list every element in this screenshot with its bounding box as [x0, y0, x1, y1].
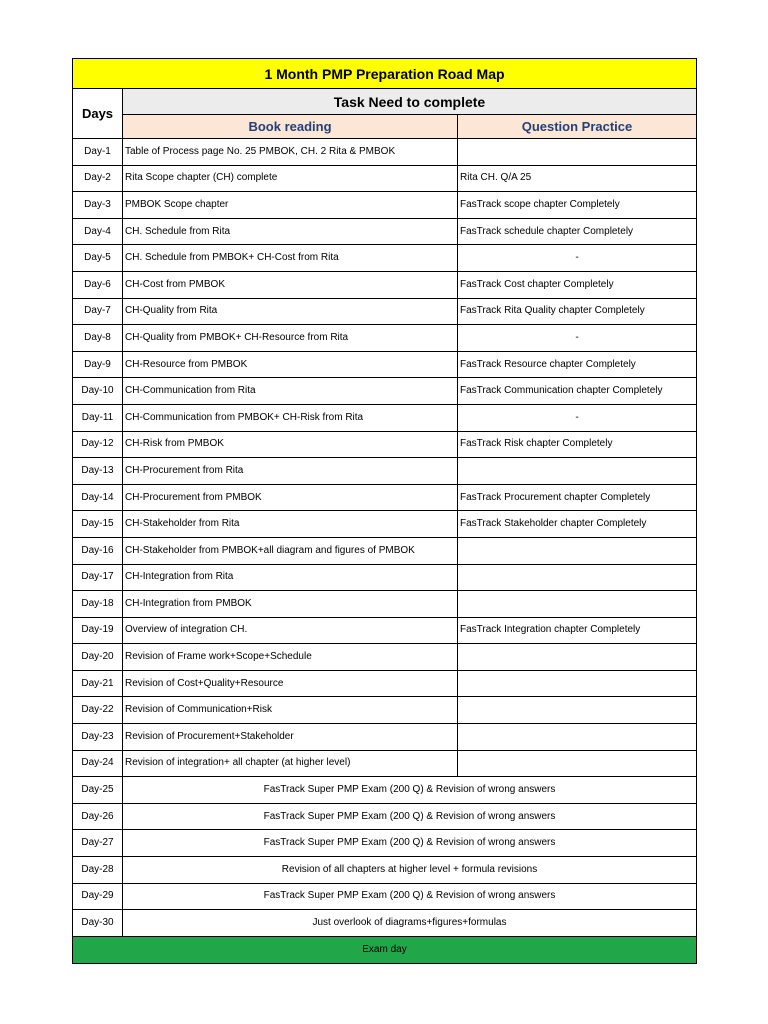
table-row	[73, 803, 697, 830]
day-cell: Day-8	[73, 325, 123, 352]
task-cell: FasTrack Super PMP Exam (200 Q) & Revision of wrong answers	[123, 883, 697, 910]
table-row	[73, 777, 697, 804]
table-row	[73, 139, 697, 166]
table-row	[73, 431, 697, 458]
table-row	[73, 218, 697, 245]
task-cell: FasTrack Super PMP Exam (200 Q) & Revision of wrong answers	[123, 803, 697, 830]
question-practice-cell	[458, 697, 697, 724]
book-reading-cell: CH-Communication from PMBOK+ CH-Risk from Rita	[123, 404, 458, 431]
book-reading-cell: CH-Stakeholder from Rita	[123, 511, 458, 538]
question-practice-cell: FasTrack Cost chapter Completely	[458, 271, 697, 298]
book-reading-cell: Rita Scope chapter (CH) complete	[123, 165, 458, 192]
question-practice-cell	[458, 644, 697, 671]
day-cell: Day-11	[73, 404, 123, 431]
day-cell: Day-7	[73, 298, 123, 325]
table-row	[73, 165, 697, 192]
page-title: 1 Month PMP Preparation Road Map	[73, 59, 697, 89]
book-reading-header: Book reading	[123, 115, 458, 139]
table-row	[73, 378, 697, 405]
question-practice-cell: -	[458, 245, 697, 272]
book-reading-cell: PMBOK Scope chapter	[123, 192, 458, 219]
table-row	[73, 298, 697, 325]
day-cell: Day-13	[73, 458, 123, 485]
book-reading-cell: Revision of Frame work+Scope+Schedule	[123, 644, 458, 671]
day-cell: Day-16	[73, 537, 123, 564]
question-practice-cell: FasTrack Risk chapter Completely	[458, 431, 697, 458]
book-reading-cell: CH-Communication from Rita	[123, 378, 458, 405]
task-cell: FasTrack Super PMP Exam (200 Q) & Revision of wrong answers	[123, 777, 697, 804]
question-practice-cell	[458, 670, 697, 697]
task-cell: FasTrack Super PMP Exam (200 Q) & Revision of wrong answers	[123, 830, 697, 857]
book-reading-cell: Revision of Cost+Quality+Resource	[123, 670, 458, 697]
title-row	[73, 59, 697, 89]
question-practice-cell: -	[458, 325, 697, 352]
day-cell: Day-25	[73, 777, 123, 804]
day-cell: Day-24	[73, 750, 123, 777]
day-cell: Day-4	[73, 218, 123, 245]
table-row	[73, 458, 697, 485]
day-cell: Day-22	[73, 697, 123, 724]
table-row	[73, 857, 697, 884]
day-cell: Day-21	[73, 670, 123, 697]
question-practice-cell: FasTrack Resource chapter Completely	[458, 351, 697, 378]
book-reading-cell: Revision of Communication+Risk	[123, 697, 458, 724]
question-practice-cell: FasTrack Procurement chapter Completely	[458, 484, 697, 511]
book-reading-cell: CH-Procurement from PMBOK	[123, 484, 458, 511]
day-cell: Day-19	[73, 617, 123, 644]
book-reading-cell: CH. Schedule from Rita	[123, 218, 458, 245]
book-reading-cell: CH-Integration from Rita	[123, 564, 458, 591]
question-practice-cell: FasTrack Rita Quality chapter Completely	[458, 298, 697, 325]
exam-day-row	[73, 936, 697, 963]
day-cell: Day-5	[73, 245, 123, 272]
day-cell: Day-20	[73, 644, 123, 671]
day-cell: Day-12	[73, 431, 123, 458]
question-practice-cell	[458, 750, 697, 777]
table-row	[73, 511, 697, 538]
day-cell: Day-14	[73, 484, 123, 511]
table-row	[73, 830, 697, 857]
question-practice-header: Question Practice	[458, 115, 697, 139]
day-cell: Day-15	[73, 511, 123, 538]
task-cell: Just overlook of diagrams+figures+formulas	[123, 910, 697, 937]
exam-day-cell: Exam day	[73, 936, 697, 963]
day-cell: Day-23	[73, 724, 123, 751]
book-reading-cell: Overview of integration CH.	[123, 617, 458, 644]
book-reading-cell: CH-Stakeholder from PMBOK+all diagram and figures of PMBOK	[123, 537, 458, 564]
table-row	[73, 910, 697, 937]
question-practice-cell	[458, 139, 697, 166]
table-row	[73, 883, 697, 910]
day-cell: Day-28	[73, 857, 123, 884]
day-cell: Day-3	[73, 192, 123, 219]
book-reading-cell: CH-Quality from PMBOK+ CH-Resource from Rita	[123, 325, 458, 352]
days-header: Days	[73, 89, 123, 139]
question-practice-cell	[458, 537, 697, 564]
book-reading-cell: CH-Resource from PMBOK	[123, 351, 458, 378]
day-cell: Day-29	[73, 883, 123, 910]
table-row	[73, 724, 697, 751]
book-reading-cell: CH-Procurement from Rita	[123, 458, 458, 485]
subheader-row	[73, 115, 697, 139]
book-reading-cell: CH-Cost from PMBOK	[123, 271, 458, 298]
day-cell: Day-10	[73, 378, 123, 405]
table-row	[73, 670, 697, 697]
table-row	[73, 245, 697, 272]
table-row	[73, 404, 697, 431]
book-reading-cell: CH-Risk from PMBOK	[123, 431, 458, 458]
table-row	[73, 351, 697, 378]
roadmap-table	[72, 58, 697, 964]
question-practice-cell: FasTrack Communication chapter Completely	[458, 378, 697, 405]
question-practice-cell	[458, 564, 697, 591]
table-row	[73, 537, 697, 564]
book-reading-cell: Revision of Procurement+Stakeholder	[123, 724, 458, 751]
day-cell: Day-1	[73, 139, 123, 166]
table-row	[73, 325, 697, 352]
question-practice-cell: Rita CH. Q/A 25	[458, 165, 697, 192]
question-practice-cell: FasTrack scope chapter Completely	[458, 192, 697, 219]
day-cell: Day-9	[73, 351, 123, 378]
table-row	[73, 192, 697, 219]
book-reading-cell: CH-Quality from Rita	[123, 298, 458, 325]
day-cell: Day-17	[73, 564, 123, 591]
table-row	[73, 697, 697, 724]
book-reading-cell: CH-Integration from PMBOK	[123, 591, 458, 618]
day-cell: Day-30	[73, 910, 123, 937]
question-practice-cell	[458, 591, 697, 618]
task-header: Task Need to complete	[123, 89, 697, 115]
table-row	[73, 750, 697, 777]
question-practice-cell: FasTrack Stakeholder chapter Completely	[458, 511, 697, 538]
book-reading-cell: Revision of integration+ all chapter (at higher level)	[123, 750, 458, 777]
day-cell: Day-26	[73, 803, 123, 830]
table-row	[73, 644, 697, 671]
table-row	[73, 564, 697, 591]
question-practice-cell: -	[458, 404, 697, 431]
day-cell: Day-18	[73, 591, 123, 618]
book-reading-cell: CH. Schedule from PMBOK+ CH-Cost from Rita	[123, 245, 458, 272]
day-cell: Day-27	[73, 830, 123, 857]
day-cell: Day-6	[73, 271, 123, 298]
question-practice-cell	[458, 724, 697, 751]
roadmap-sheet	[72, 58, 696, 964]
day-cell: Day-2	[73, 165, 123, 192]
table-row	[73, 271, 697, 298]
task-header-row	[73, 89, 697, 115]
question-practice-cell	[458, 458, 697, 485]
table-row	[73, 591, 697, 618]
book-reading-cell: Table of Process page No. 25 PMBOK, CH. 2 Rita & PMBOK	[123, 139, 458, 166]
table-row	[73, 484, 697, 511]
question-practice-cell: FasTrack schedule chapter Completely	[458, 218, 697, 245]
task-cell: Revision of all chapters at higher level + formula revisions	[123, 857, 697, 884]
question-practice-cell: FasTrack Integration chapter Completely	[458, 617, 697, 644]
table-row	[73, 617, 697, 644]
